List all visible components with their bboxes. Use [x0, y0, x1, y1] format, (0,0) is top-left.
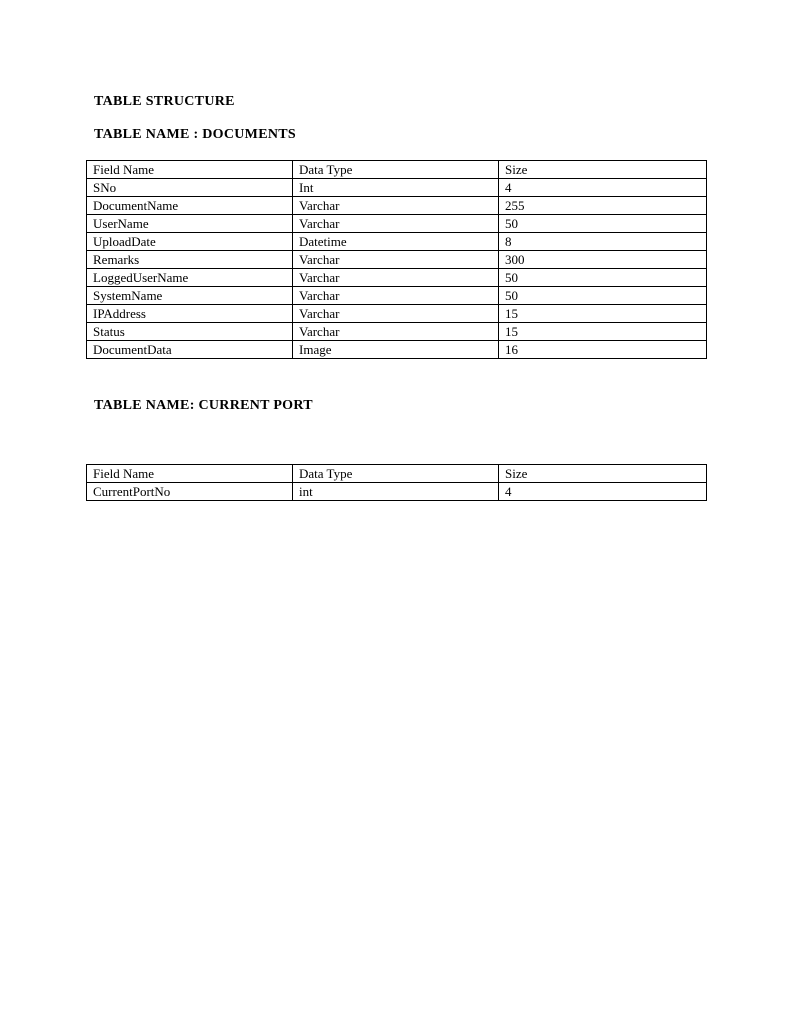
size-cell: 16: [499, 341, 707, 359]
data-type-cell: Image: [293, 341, 499, 359]
field-name-cell: DocumentData: [87, 341, 293, 359]
table-row: [87, 197, 707, 215]
header-data-type: Data Type: [293, 465, 499, 483]
data-type-cell: Varchar: [293, 197, 499, 215]
size-cell: 8: [499, 233, 707, 251]
data-type-cell: Varchar: [293, 269, 499, 287]
data-type-cell: Int: [293, 179, 499, 197]
field-name-cell: Remarks: [87, 251, 293, 269]
size-cell: 50: [499, 215, 707, 233]
data-type-cell: Varchar: [293, 305, 499, 323]
table-header-row: [87, 161, 707, 179]
page-title: TABLE STRUCTURE: [94, 94, 235, 109]
field-name-cell: CurrentPortNo: [87, 483, 293, 501]
table-row: [87, 305, 707, 323]
size-cell: 300: [499, 251, 707, 269]
table-name-current-port: TABLE NAME: CURRENT PORT: [94, 398, 313, 413]
current-port-structure-table: [86, 464, 707, 501]
field-name-cell: IPAddress: [87, 305, 293, 323]
field-name-cell: UserName: [87, 215, 293, 233]
table-row: [87, 341, 707, 359]
data-type-cell: Varchar: [293, 323, 499, 341]
table-row: [87, 269, 707, 287]
field-name-cell: LoggedUserName: [87, 269, 293, 287]
data-type-cell: Varchar: [293, 287, 499, 305]
table-header-row: [87, 465, 707, 483]
header-field-name: Field Name: [87, 465, 293, 483]
field-name-cell: SystemName: [87, 287, 293, 305]
header-size: Size: [499, 465, 707, 483]
size-cell: 15: [499, 305, 707, 323]
table-row: [87, 287, 707, 305]
data-type-cell: Varchar: [293, 215, 499, 233]
field-name-cell: SNo: [87, 179, 293, 197]
field-name-cell: DocumentName: [87, 197, 293, 215]
table-row: [87, 215, 707, 233]
size-cell: 50: [499, 269, 707, 287]
documents-structure-table: [86, 160, 707, 359]
header-size: Size: [499, 161, 707, 179]
header-field-name: Field Name: [87, 161, 293, 179]
table-row: [87, 233, 707, 251]
table-row: [87, 179, 707, 197]
table-row: [87, 483, 707, 501]
size-cell: 4: [499, 179, 707, 197]
size-cell: 255: [499, 197, 707, 215]
table-row: [87, 251, 707, 269]
table-name-documents: TABLE NAME : DOCUMENTS: [94, 127, 296, 142]
data-type-cell: Varchar: [293, 251, 499, 269]
table-row: [87, 323, 707, 341]
size-cell: 50: [499, 287, 707, 305]
size-cell: 4: [499, 483, 707, 501]
header-data-type: Data Type: [293, 161, 499, 179]
field-name-cell: Status: [87, 323, 293, 341]
size-cell: 15: [499, 323, 707, 341]
data-type-cell: int: [293, 483, 499, 501]
field-name-cell: UploadDate: [87, 233, 293, 251]
data-type-cell: Datetime: [293, 233, 499, 251]
